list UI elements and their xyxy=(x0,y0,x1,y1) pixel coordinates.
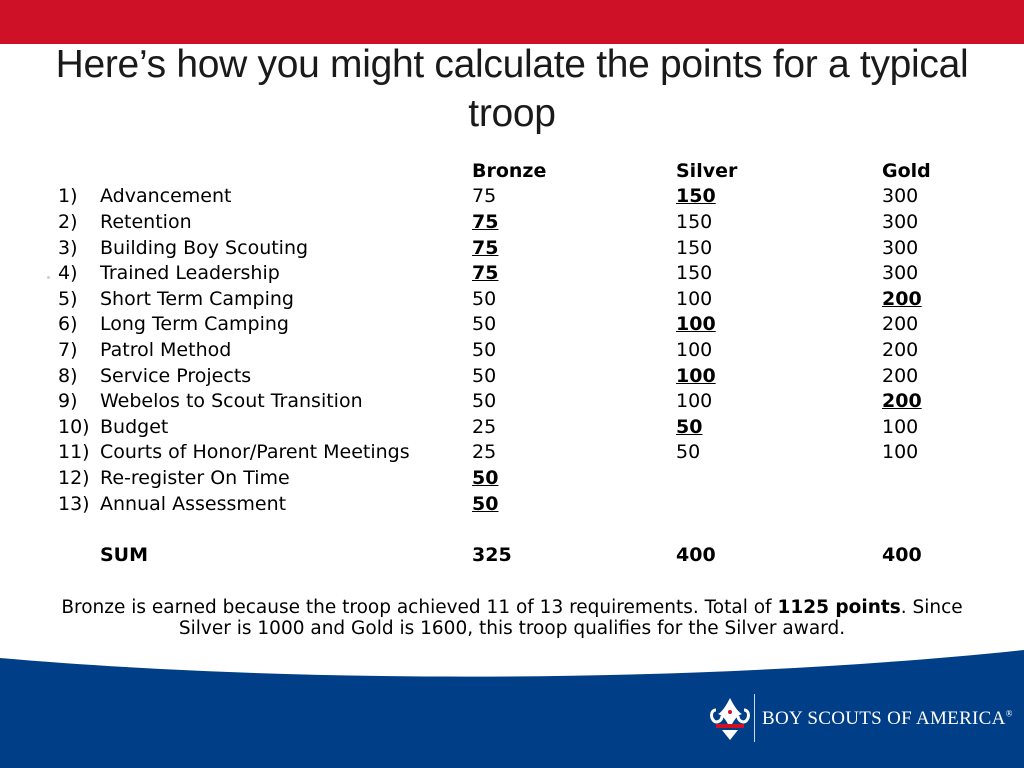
gold-points: 200 xyxy=(882,313,919,336)
gold-points: 300 xyxy=(882,210,919,233)
bronze-points: 50 xyxy=(472,390,497,413)
bronze-points: 50 xyxy=(472,313,497,336)
header-silver: Silver xyxy=(676,159,738,182)
silver-points: 100 xyxy=(676,364,716,387)
requirement-name: Annual Assessment xyxy=(100,492,287,515)
silver-points xyxy=(676,491,882,517)
row-number: 8) xyxy=(58,364,78,387)
gold-points xyxy=(882,491,972,517)
organization-name xyxy=(762,708,1013,730)
table-row xyxy=(58,337,972,363)
sum-silver: 400 xyxy=(676,543,716,566)
gold-points: 200 xyxy=(882,390,922,413)
header-requirement xyxy=(100,158,472,184)
row-number: 2) xyxy=(58,210,78,233)
table-row xyxy=(58,440,972,466)
top-color-band xyxy=(0,0,1024,44)
bronze-points: 25 xyxy=(472,415,497,438)
requirement-name: Trained Leadership xyxy=(100,262,280,285)
silver-points xyxy=(676,465,882,491)
gold-points: 200 xyxy=(882,364,919,387)
silver-points: 100 xyxy=(676,287,713,310)
table-row xyxy=(58,388,972,414)
table-row xyxy=(58,414,972,440)
row-number: 7) xyxy=(58,338,78,361)
silver-points: 150 xyxy=(676,262,713,285)
silver-points: 150 xyxy=(676,236,713,259)
spacer-row xyxy=(58,516,972,542)
row-number: 3) xyxy=(58,236,78,259)
table-row xyxy=(58,465,972,491)
summary-text-part2: . Since Silver is 1000 and Gold is 1600, this troop qualifies for the Silver award. xyxy=(178,597,963,639)
spacer-cell xyxy=(58,516,972,542)
summary-text-part1: Bronze is earned because the troop achieved 11 of 13 requirements. Total of xyxy=(61,597,778,618)
silver-points: 100 xyxy=(676,313,716,336)
table-row xyxy=(58,209,972,235)
requirement-name: Service Projects xyxy=(100,364,252,387)
bronze-points: 75 xyxy=(472,210,499,233)
requirement-name: Re-register On Time xyxy=(100,466,290,489)
bronze-points: 25 xyxy=(472,441,497,464)
header-bronze: Bronze xyxy=(472,159,547,182)
registered-mark: ® xyxy=(1005,708,1013,719)
sum-label: SUM xyxy=(100,543,149,566)
row-number: 5) xyxy=(58,287,78,310)
bronze-points: 50 xyxy=(472,364,497,387)
row-number: 11) xyxy=(58,441,90,464)
decorative-dot xyxy=(47,276,50,279)
gold-points: 200 xyxy=(882,287,922,310)
row-number: 12) xyxy=(58,466,90,489)
requirement-name: Retention xyxy=(100,210,192,233)
gold-points: 100 xyxy=(882,441,919,464)
gold-points: 300 xyxy=(882,262,919,285)
header-gold: Gold xyxy=(882,159,931,182)
silver-points: 100 xyxy=(676,390,713,413)
slide-title: Here’s how you might calculate the points for a typical troop xyxy=(55,43,969,135)
summary-paragraph xyxy=(60,597,964,639)
gold-points: 300 xyxy=(882,185,919,208)
gold-points: 100 xyxy=(882,415,919,438)
sum-gold: 400 xyxy=(882,543,922,566)
silver-points: 150 xyxy=(676,210,713,233)
requirement-name: Building Boy Scouting xyxy=(100,236,309,259)
bronze-points: 50 xyxy=(472,466,499,489)
row-number: 9) xyxy=(58,390,78,413)
requirement-name: Patrol Method xyxy=(100,338,232,361)
sum-row xyxy=(58,542,972,568)
gold-points: 300 xyxy=(882,236,919,259)
points-table-body xyxy=(58,158,972,568)
table-row xyxy=(58,235,972,261)
requirement-name: Short Term Camping xyxy=(100,287,294,310)
summary-total-points: 1125 points xyxy=(777,597,901,618)
row-number: 6) xyxy=(58,313,78,336)
row-number: 1) xyxy=(58,185,78,208)
bronze-points: 75 xyxy=(472,262,499,285)
table-row xyxy=(58,491,972,517)
requirement-name: Budget xyxy=(100,415,169,438)
bronze-points: 50 xyxy=(472,492,499,515)
table-row xyxy=(58,260,972,286)
gold-points xyxy=(882,465,972,491)
row-number: 10) xyxy=(58,415,90,438)
silver-points: 100 xyxy=(676,338,713,361)
points-table xyxy=(58,158,972,568)
requirement-name: Advancement xyxy=(100,185,232,208)
table-row xyxy=(58,184,972,210)
table-header-row xyxy=(58,158,972,184)
organization-name-text: BOY SCOUTS OF AMERICA xyxy=(762,708,1006,729)
footer-divider xyxy=(754,694,755,742)
requirement-name: Webelos to Scout Transition xyxy=(100,390,363,413)
bronze-points: 75 xyxy=(472,236,499,259)
silver-points: 50 xyxy=(676,415,703,438)
fleur-de-lis-icon xyxy=(708,692,768,744)
table-row xyxy=(58,286,972,312)
bronze-points: 50 xyxy=(472,287,497,310)
table-row xyxy=(58,312,972,338)
gold-points: 200 xyxy=(882,338,919,361)
requirement-name: Courts of Honor/Parent Meetings xyxy=(100,441,410,464)
sum-num-cell xyxy=(58,542,100,568)
bronze-points: 75 xyxy=(472,185,497,208)
row-number: 4) xyxy=(58,262,78,285)
silver-points: 50 xyxy=(676,441,701,464)
requirement-name: Long Term Camping xyxy=(100,313,289,336)
header-num xyxy=(58,158,100,184)
silver-points: 150 xyxy=(676,185,716,208)
bronze-points: 50 xyxy=(472,338,497,361)
table-row xyxy=(58,363,972,389)
row-number: 13) xyxy=(58,492,90,515)
sum-bronze: 325 xyxy=(472,543,512,566)
